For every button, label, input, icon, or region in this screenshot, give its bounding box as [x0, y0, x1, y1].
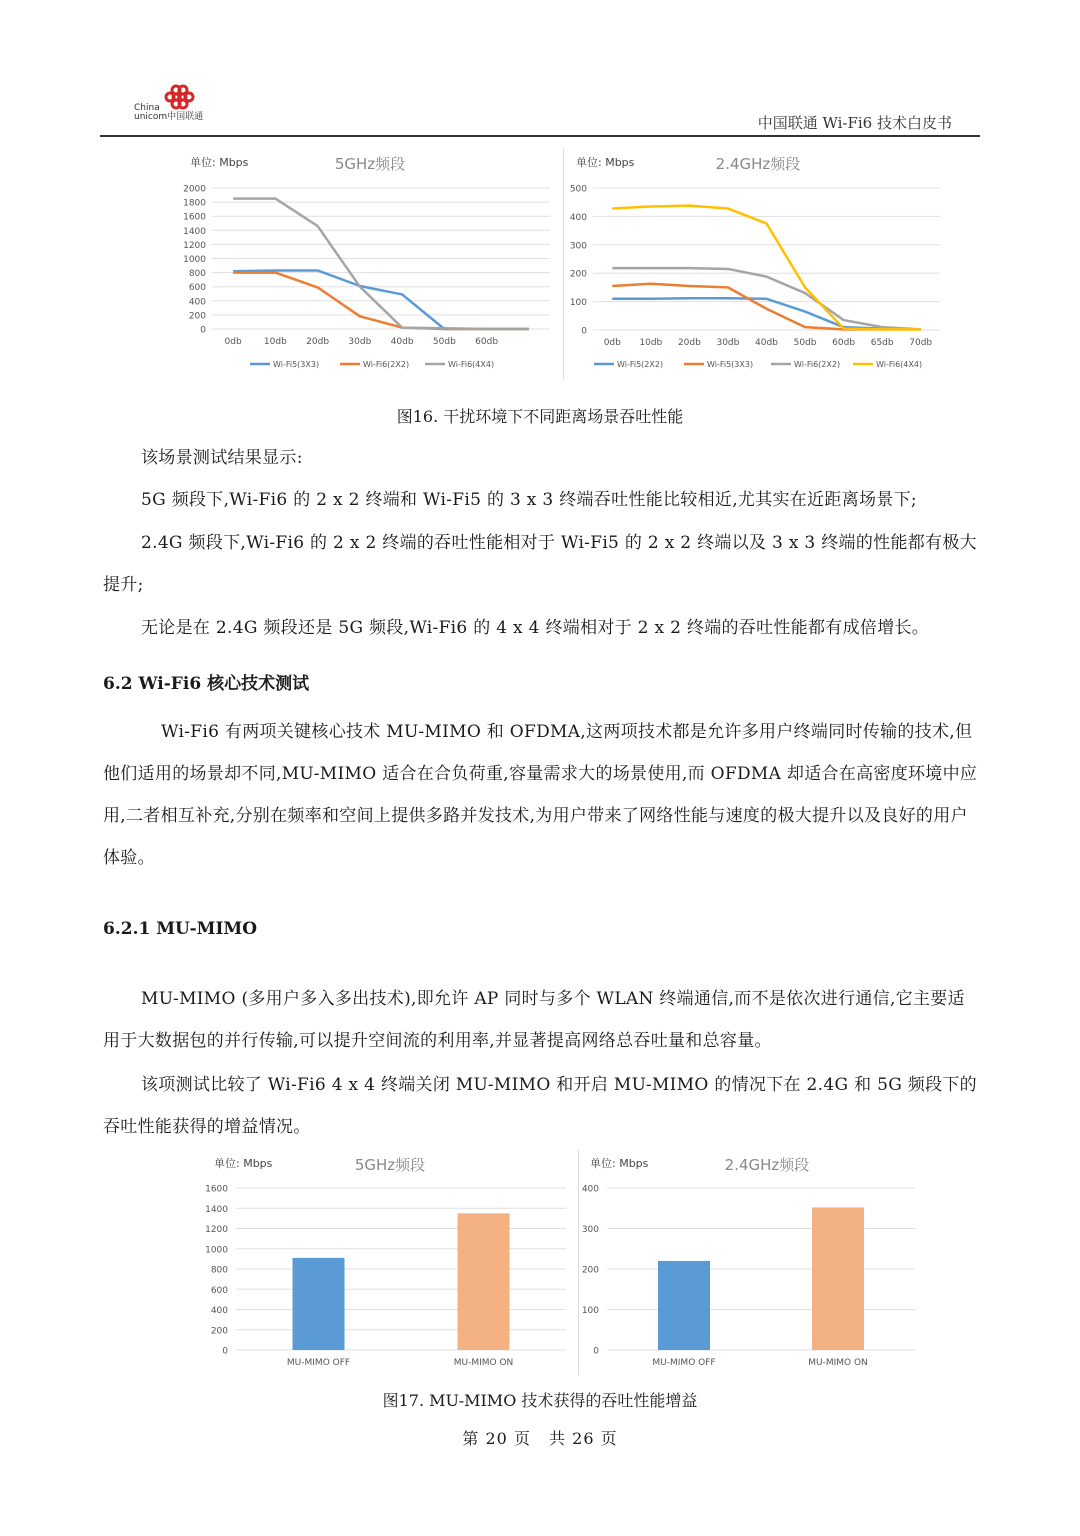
series-line-Wi-Fi5(3X3) [233, 270, 529, 329]
paragraph-5g-result: 5G 频段下,Wi-Fi6 的 2 x 2 终端和 Wi-Fi5 的 3 x 3 终端吞吐性能比较相近,尤其实在近距离场景下; [141, 490, 917, 510]
y-tick-label: 300 [569, 241, 587, 252]
y-tick-label: 200 [210, 1326, 228, 1337]
chart-separator [578, 1150, 579, 1375]
chart-5ghz-distance [170, 148, 560, 380]
chart-unit-label: 单位: Mbps [590, 1157, 649, 1170]
y-tick-label: 200 [569, 269, 587, 280]
figure17-caption: 图17. MU-MIMO 技术获得的吞吐性能增益 [382, 1391, 698, 1410]
page-total: 共 26 页 [549, 1429, 618, 1448]
y-tick-label: 1200 [183, 240, 206, 251]
y-tick-label: 200 [581, 1265, 599, 1276]
logo-text-line1: China [134, 103, 160, 113]
paragraph-4x4-result: 无论是在 2.4G 频段还是 5G 频段,Wi-Fi6 的 4 x 4 终端相对于 2 x 2 终端的吞吐性能都有成倍增长。 [141, 618, 930, 638]
y-tick-label: 200 [188, 311, 206, 322]
y-tick-label: 0 [593, 1346, 599, 1357]
x-tick-label: 60db [832, 338, 856, 348]
figure16-caption: 图16. 干扰环境下不同距离场景吞吐性能 [396, 407, 684, 426]
x-tick-label: 30db [716, 338, 740, 348]
chart-title: 5GHz频段 [354, 1156, 426, 1174]
x-tick-label: MU-MIMO OFF [286, 1358, 351, 1368]
legend-label: Wi-Fi5(2X2) [617, 360, 664, 369]
paragraph-mu-mimo-desc: MU-MIMO (多用户多入多出技术),即允许 AP 同时与多个 WLAN 终端通信,而不是依次进行通信,它主要适用于大数据包的并行传输,可以提升空间流的利用率,并显著提高网络总吞吐量和总容量。 [103, 989, 965, 1051]
bar-MU-MIMO OFF [293, 1258, 345, 1350]
y-tick-label: 600 [210, 1285, 228, 1296]
x-tick-label: 65db [870, 338, 894, 348]
y-tick-label: 800 [188, 269, 206, 280]
chart-title: 5GHz频段 [334, 155, 406, 173]
chart-unit-label: 单位: Mbps [214, 1157, 273, 1170]
plot-area [183, 185, 550, 370]
x-tick-label: 50db [793, 338, 817, 348]
chart-title: 2.4GHz频段 [724, 1156, 810, 1174]
section-heading-6-2: 6.2 Wi-Fi6 核心技术测试 [103, 674, 310, 694]
x-tick-label: MU-MIMO ON [453, 1358, 514, 1368]
x-tick-label: 10db [639, 338, 663, 348]
y-tick-label: 100 [569, 298, 587, 309]
china-unicom-logo [130, 84, 210, 128]
y-tick-label: 500 [569, 184, 587, 195]
chart-title: 2.4GHz频段 [715, 155, 801, 173]
chart-separator [563, 148, 564, 380]
plot-area [205, 1185, 566, 1369]
y-tick-label: 0 [200, 325, 206, 336]
x-tick-label: 30db [348, 337, 372, 347]
paragraph-results-intro: 该场景测试结果显示: [141, 448, 303, 468]
chart-unit-label: 单位: Mbps [576, 156, 635, 169]
y-tick-label: 400 [188, 297, 206, 308]
chart-5ghz-mumimo [196, 1150, 576, 1375]
x-tick-label: MU-MIMO ON [808, 1358, 868, 1368]
y-tick-label: 1800 [183, 198, 206, 209]
y-tick-label: 1000 [205, 1245, 228, 1256]
y-tick-label: 1600 [205, 1184, 228, 1195]
y-tick-label: 300 [581, 1225, 599, 1235]
x-tick-label: 60db [475, 337, 499, 347]
plot-area [582, 1185, 915, 1369]
y-tick-label: 800 [210, 1265, 228, 1276]
bar-MU-MIMO ON [458, 1213, 510, 1350]
series-line-Wi-Fi5(3X3) [612, 284, 920, 330]
x-tick-label: 40db [755, 338, 778, 348]
y-tick-label: 1400 [205, 1204, 228, 1215]
y-tick-label: 2000 [183, 184, 206, 195]
y-tick-label: 1600 [183, 212, 206, 223]
paragraph-core-tech: Wi-Fi6 有两项关键核心技术 MU-MIMO 和 OFDMA,这两项技术都是允许多用户终端同时传输的技术,但他们适用的场景却不同,MU-MIMO 适合在合负荷重,容量需求大的场景使用,而 OFDMA 却适合在高密度环境中应用,二者相互补充,分别在频率和空间上提供多路并发技术,为用户带来了网络性能与速度的极大提升以及良好的用户体验。 [103, 722, 978, 868]
x-tick-label: 70db [909, 338, 933, 348]
x-tick-label: 40db [390, 337, 414, 347]
bar-MU-MIMO OFF [658, 1261, 710, 1350]
legend-label: Wi-Fi5(3X3) [273, 360, 320, 369]
y-tick-label: 1400 [183, 226, 206, 237]
legend-label: Wi-Fi6(4X4) [448, 360, 495, 369]
page-footer [0, 1426, 1080, 1449]
x-tick-label: 0db [603, 338, 621, 348]
y-tick-label: 1200 [205, 1225, 228, 1235]
x-tick-label: 10db [263, 337, 287, 347]
y-tick-label: 400 [210, 1306, 228, 1316]
chart-24ghz-mumimo [580, 1150, 925, 1375]
series-line-Wi-Fi6(4X4) [233, 199, 529, 329]
x-tick-label: MU-MIMO OFF [652, 1358, 716, 1368]
chart-24ghz-distance [566, 148, 946, 380]
page-number: 第 20 页 [462, 1429, 531, 1448]
y-tick-label: 400 [569, 212, 587, 223]
y-tick-label: 600 [188, 283, 206, 294]
logo-text-line2: unicom中国联通 [134, 112, 204, 122]
x-tick-label: 0db [224, 337, 242, 347]
paragraph-24g-result: 2.4G 频段下,Wi-Fi6 的 2 x 2 终端的吞吐性能相对于 Wi-Fi5 的 2 x 2 终端以及 3 x 3 终端的性能都有极大提升; [103, 533, 977, 595]
plot-area [570, 185, 940, 370]
legend-label: Wi-Fi5(3X3) [707, 360, 754, 369]
header-divider [100, 135, 980, 137]
bar-MU-MIMO ON [812, 1207, 864, 1350]
y-tick-label: 0 [581, 326, 587, 337]
paragraph-mu-mimo-test: 该项测试比较了 Wi-Fi6 4 x 4 终端关闭 MU-MIMO 和开启 MU-MIMO 的情况下在 2.4G 和 5G 频段下的吞吐性能获得的增益情况。 [103, 1075, 977, 1137]
section-heading-6-2-1: 6.2.1 MU-MIMO [103, 919, 258, 939]
x-tick-label: 50db [432, 337, 456, 347]
x-tick-label: 20db [306, 337, 330, 347]
y-tick-label: 100 [581, 1306, 599, 1316]
y-tick-label: 400 [581, 1184, 599, 1195]
chart-unit-label: 单位: Mbps [190, 156, 249, 169]
y-tick-label: 1000 [183, 255, 206, 265]
document-header-title: 中国联通 Wi-Fi6 技术白皮书 [757, 114, 952, 132]
y-tick-label: 0 [222, 1346, 228, 1357]
legend-label: Wi-Fi6(4X4) [876, 360, 923, 369]
legend-label: Wi-Fi6(2X2) [363, 360, 410, 369]
x-tick-label: 20db [677, 338, 701, 348]
legend-label: Wi-Fi6(2X2) [794, 360, 841, 369]
